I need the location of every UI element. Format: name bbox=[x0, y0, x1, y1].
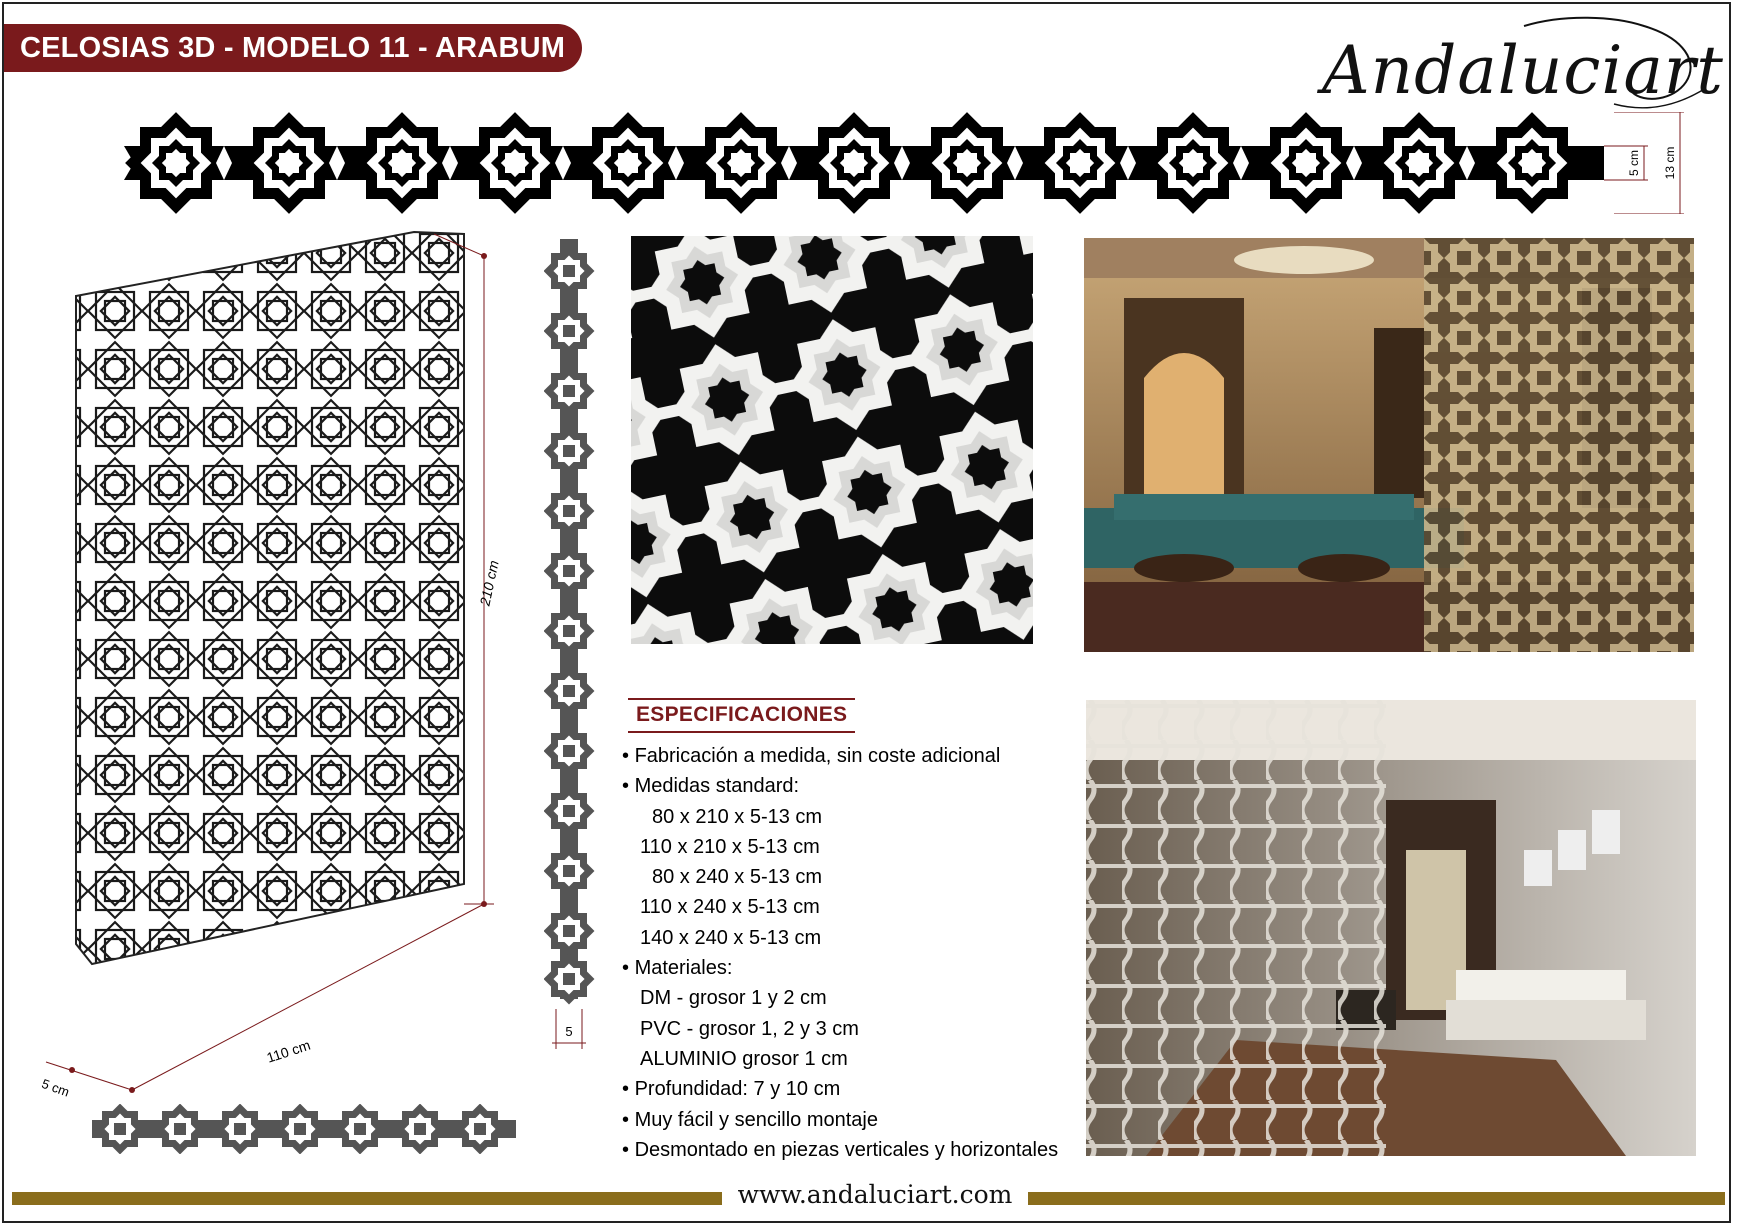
moroccan-interior-photo bbox=[1084, 238, 1694, 652]
vertical-profile-strip bbox=[544, 239, 596, 1049]
panel-height-label: 210 cm bbox=[476, 558, 502, 608]
frieze-inner-label: 5 cm bbox=[1627, 149, 1641, 177]
specifications-heading: ESPECIFICACIONES bbox=[628, 698, 855, 733]
specifications-list bbox=[622, 741, 1092, 1165]
lattice-panel-drawing bbox=[34, 224, 534, 1104]
spec-item: 80 x 240 x 5-13 cm bbox=[652, 866, 823, 889]
frieze-strip bbox=[124, 112, 1604, 214]
spec-item: 110 x 240 x 5-13 cm bbox=[640, 896, 820, 919]
frieze-dimensions bbox=[1604, 112, 1684, 214]
lattice-closeup-photo bbox=[631, 236, 1033, 644]
spec-item: 80 x 210 x 5-13 cm bbox=[652, 805, 823, 828]
spec-item: ALUMINIO grosor 1 cm bbox=[640, 1047, 848, 1070]
brand-logo bbox=[1314, 12, 1724, 122]
spec-item: PVC - grosor 1, 2 y 3 cm bbox=[640, 1017, 859, 1040]
footer-rule-left bbox=[12, 1192, 722, 1205]
spec-item: • Desmontado en piezas verticales y horizontales bbox=[622, 1135, 1092, 1165]
specifications-section bbox=[622, 698, 1092, 1165]
catalog-sheet bbox=[2, 2, 1731, 1223]
panel-width-label: 110 cm bbox=[264, 1036, 313, 1066]
horizontal-profile-strip bbox=[92, 1104, 516, 1154]
spec-item: DM - grosor 1 y 2 cm bbox=[640, 987, 827, 1010]
page-title: CELOSIAS 3D - MODELO 11 - ARABUM bbox=[4, 24, 582, 72]
spec-item: • Profundidad: 7 y 10 cm bbox=[622, 1074, 1092, 1104]
spec-item: • Medidas standard: bbox=[622, 771, 1092, 801]
footer-rule-right bbox=[1028, 1192, 1725, 1205]
modern-room-illustration bbox=[1086, 700, 1696, 1156]
closeup-illustration bbox=[631, 236, 1033, 644]
spec-item: • Materiales: bbox=[622, 953, 1092, 983]
brand-name: Andaluciart bbox=[1322, 32, 1724, 109]
footer-website-link[interactable]: www.andaluciart.com bbox=[737, 1180, 1013, 1209]
spec-item: 110 x 210 x 5-13 cm bbox=[640, 835, 820, 858]
panel-depth-label: 5 cm bbox=[39, 1075, 72, 1100]
modern-livingroom-photo bbox=[1086, 700, 1696, 1156]
stripe-width-label: 5 bbox=[565, 1024, 573, 1039]
spec-item: 140 x 240 x 5-13 cm bbox=[640, 926, 822, 949]
frieze-outer-label: 13 cm bbox=[1663, 146, 1677, 180]
moroccan-room-illustration bbox=[1084, 238, 1694, 652]
spec-item: • Fabricación a medida, sin coste adicional bbox=[622, 741, 1092, 771]
spec-item: • Muy fácil y sencillo montaje bbox=[622, 1105, 1092, 1135]
